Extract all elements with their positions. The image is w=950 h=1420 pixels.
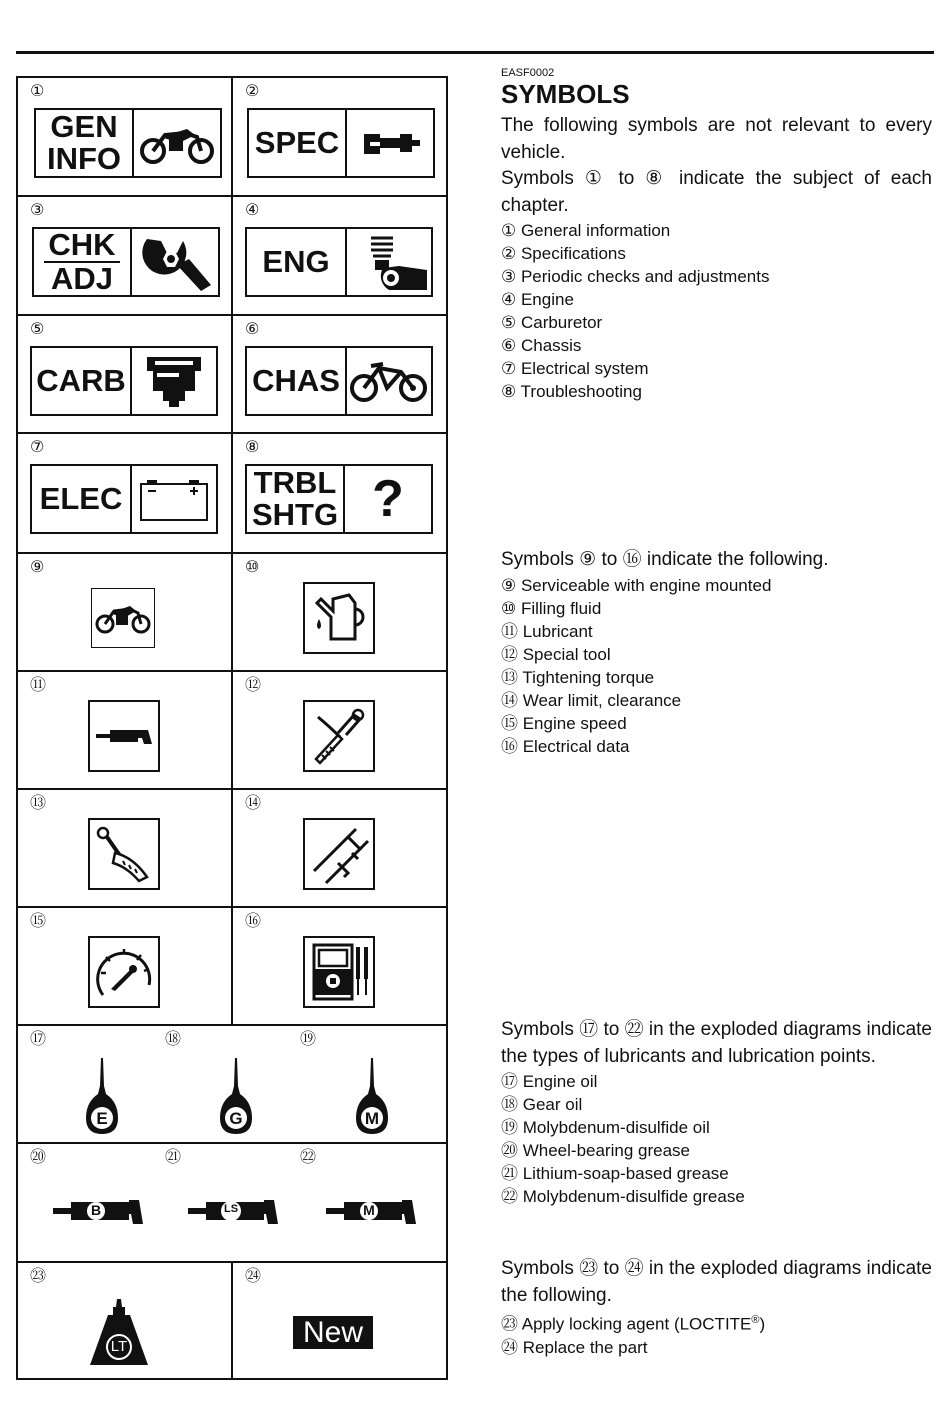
- grid-row: [18, 1261, 446, 1378]
- elec-label: ELEC: [30, 464, 218, 534]
- symbol-cell-11: [18, 672, 233, 788]
- group3-block: [501, 1017, 932, 1208]
- grid-row: [18, 432, 446, 552]
- section-code: EASF0002: [501, 67, 555, 79]
- group1-list: [501, 219, 932, 403]
- symbol-number: ⑰: [30, 1031, 47, 1048]
- lubricant-icon: [88, 700, 160, 772]
- engine-icon: [347, 229, 431, 295]
- list-item: ㉒ Molybdenum-disulfide grease: [501, 1187, 745, 1206]
- symbol-cell-2: [233, 78, 446, 195]
- symbol-number: ⑪: [30, 677, 47, 694]
- grid-row: [18, 552, 446, 670]
- symbol-number: ⑧: [245, 439, 260, 456]
- symbol-number: ㉑: [165, 1149, 182, 1166]
- list-item: ㉓ Apply locking agent (LOCTITE®): [501, 1314, 766, 1334]
- symbol-number: ①: [30, 83, 45, 100]
- symbol-number: ⑮: [30, 913, 47, 930]
- group2-list: [501, 574, 932, 758]
- wrench-gauge-icon: [347, 110, 433, 176]
- locking-agent-icon: LT: [88, 1297, 150, 1369]
- list-item: ⑬ Tightening torque: [501, 667, 655, 687]
- torque-wrench-icon: [88, 818, 160, 890]
- symbol-cell-4: [233, 197, 446, 314]
- symbol-cell-13: [18, 790, 233, 906]
- filling-fluid-icon: [303, 582, 375, 654]
- top-rule: [16, 51, 934, 54]
- group1-lead: Symbols ① to ⑧ indicate the subject of each chapter.: [501, 168, 932, 216]
- symbol-cell-23: [18, 1263, 233, 1378]
- list-item: ⑧ Troubleshooting: [501, 382, 642, 401]
- symbol-number: ⑤: [30, 321, 45, 338]
- list-item: ⑱ Gear oil: [501, 1095, 583, 1114]
- symbol-cell-7: [18, 434, 233, 552]
- list-item: ⑳ Wheel-bearing grease: [501, 1141, 690, 1160]
- symbol-number: ④: [245, 202, 260, 219]
- page-title: SYMBOLS: [501, 79, 630, 109]
- engine-oil-icon: E: [84, 1056, 120, 1136]
- chassis-frame-icon: [347, 348, 431, 414]
- list-item: ㉑ Lithium-soap-based grease: [501, 1164, 729, 1183]
- list-item: ⑮ Engine speed: [501, 713, 627, 733]
- eng-label: ENG: [245, 227, 433, 297]
- carb-label: CARB: [30, 346, 218, 416]
- symbol-number: ㉔: [245, 1268, 262, 1285]
- list-item: ⑨ Serviceable with engine mounted: [501, 575, 772, 595]
- list-item: ⑭ Wear limit, clearance: [501, 690, 682, 710]
- symbol-cell-16: [233, 908, 446, 1024]
- molybdenum-grease-icon: M: [326, 1196, 418, 1226]
- symbol-number: ⑬: [30, 795, 47, 812]
- molybdenum-oil-icon: M: [354, 1056, 390, 1136]
- symbol-cell-12: [233, 672, 446, 788]
- symbol-cell-5: [18, 316, 233, 432]
- grid-row: [18, 195, 446, 314]
- list-item: ⑥ Chassis: [501, 336, 582, 355]
- grid-row: [18, 314, 446, 432]
- symbol-number: ⑨: [30, 559, 45, 576]
- group2-block: [501, 547, 932, 758]
- symbol-cell-14: [233, 790, 446, 906]
- group4-list: [501, 1309, 932, 1359]
- chas-label: CHAS: [245, 346, 433, 416]
- multimeter-icon: [303, 936, 375, 1008]
- symbol-number: ⑳: [30, 1149, 47, 1166]
- list-item: ⑦ Electrical system: [501, 359, 649, 378]
- symbol-cell-8: [233, 434, 446, 552]
- grid-row: [18, 670, 446, 788]
- list-item: ② Specifications: [501, 244, 626, 263]
- symbol-cell-10: [233, 554, 446, 670]
- symbol-number: ⑩: [245, 559, 260, 576]
- symbol-number: ⑥: [245, 321, 260, 338]
- symbol-cell-1: [18, 78, 233, 195]
- grid-row: [18, 906, 446, 1024]
- symbol-grid: [16, 76, 448, 1380]
- new-part-icon: New: [293, 1315, 373, 1351]
- intro-text: The following symbols are not relevant to every vehicle.: [501, 115, 932, 163]
- wheel-bearing-grease-icon: B: [53, 1196, 145, 1226]
- symbol-cell-6: [233, 316, 446, 432]
- symbol-cell-15: [18, 908, 233, 1024]
- symbol-cell-3: [18, 197, 233, 314]
- gear-oil-icon: G: [218, 1056, 254, 1136]
- list-item: ㉔ Replace the part: [501, 1337, 648, 1357]
- symbol-number: ③: [30, 202, 45, 219]
- symbol-number: ⑲: [300, 1031, 317, 1048]
- label-text: GEN INFO: [36, 110, 134, 176]
- list-item: ① General information: [501, 221, 671, 240]
- grid-row: [18, 78, 446, 195]
- symbol-number: ㉓: [30, 1268, 47, 1285]
- engine-mounted-icon: [91, 588, 155, 648]
- gen-info-label: [34, 108, 222, 178]
- symbol-number: ⑫: [245, 677, 262, 694]
- group4-lead: Symbols ㉓ to ㉔ in the exploded diagrams indicate the following.: [501, 1258, 932, 1306]
- list-item: ⑯ Electrical data: [501, 736, 630, 756]
- list-item: ③ Periodic checks and adjustments: [501, 267, 770, 286]
- grid-row: [18, 1142, 446, 1261]
- symbol-number: ②: [245, 83, 260, 100]
- wrench-nut-icon: [132, 229, 218, 295]
- symbol-number: ㉒: [300, 1149, 317, 1166]
- group1-block: [501, 113, 932, 403]
- carburetor-icon: [132, 348, 216, 414]
- symbol-cell-24: [233, 1263, 446, 1378]
- spec-label: SPEC: [247, 108, 435, 178]
- symbol-number: ⑦: [30, 439, 45, 456]
- group2-lead: Symbols ⑨ to ⑯ indicate the following.: [501, 549, 829, 570]
- grid-row: [18, 1024, 446, 1142]
- list-item: ⑪ Lubricant: [501, 621, 593, 641]
- trbl-shtg-label: TRBL SHTG ?: [245, 464, 433, 534]
- special-tool-icon: [303, 700, 375, 772]
- list-item: ⑫ Special tool: [501, 644, 611, 664]
- grid-row: [18, 788, 446, 906]
- list-item: ⑰ Engine oil: [501, 1072, 598, 1091]
- group3-lead: Symbols ⑰ to ㉒ in the exploded diagrams indicate the types of lubricants and lubrication points.: [501, 1019, 932, 1067]
- symbol-number: ⑱: [165, 1031, 182, 1048]
- tachometer-icon: [88, 936, 160, 1008]
- symbol-number: ⑯: [245, 913, 262, 930]
- list-item: ⑤ Carburetor: [501, 313, 603, 332]
- list-item: ⑲ Molybdenum-disulfide oil: [501, 1118, 710, 1137]
- battery-icon: [132, 466, 216, 532]
- chk-adj-label: CHK ADJ: [32, 227, 220, 297]
- group3-list: [501, 1070, 932, 1208]
- list-item: ⑩ Filling fluid: [501, 598, 602, 618]
- lithium-soap-grease-icon: LS: [188, 1196, 280, 1226]
- list-item: ④ Engine: [501, 290, 574, 309]
- motorcycle-icon: [134, 110, 220, 176]
- symbol-cell-9: [18, 554, 233, 670]
- caliper-icon: [303, 818, 375, 890]
- group4-block: [501, 1256, 932, 1359]
- symbol-number: ⑭: [245, 795, 262, 812]
- question-mark-icon: ?: [372, 470, 404, 528]
